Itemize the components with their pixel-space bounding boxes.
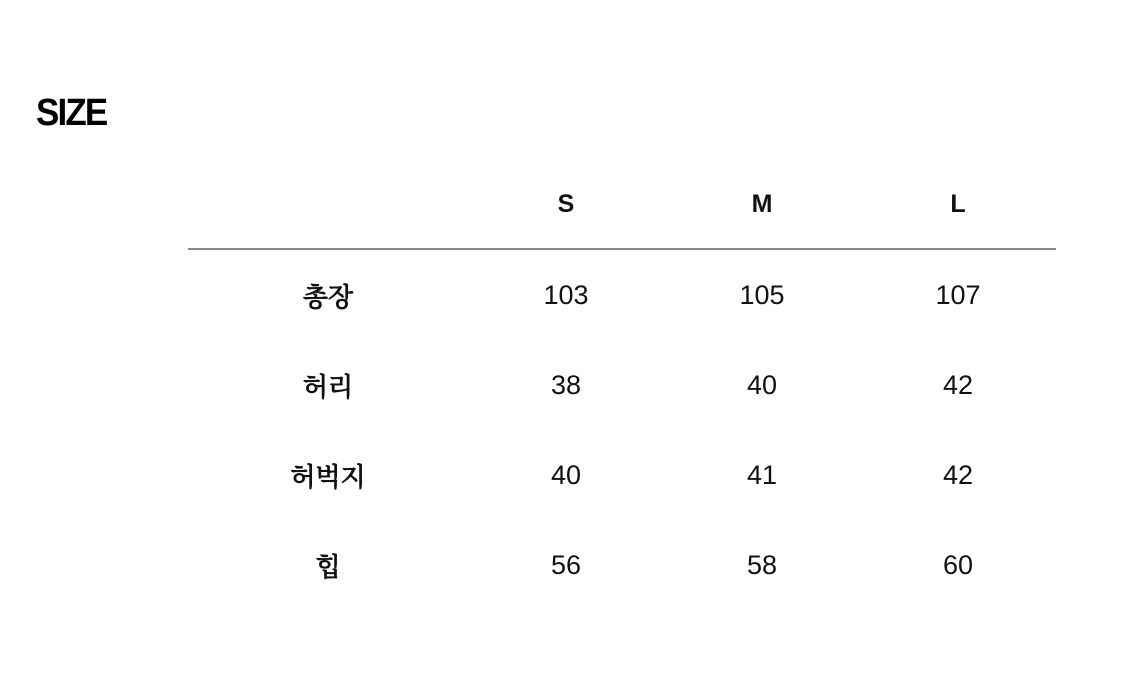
table-body [188, 249, 1056, 610]
column-header-m: M [664, 160, 860, 249]
table-header [188, 160, 1056, 249]
cell-waist-s: 38 [550, 369, 582, 400]
cell-thigh-m: 41 [746, 459, 778, 490]
table-row [188, 520, 1056, 610]
cell-hip-s: 56 [550, 549, 582, 580]
row-label-thigh: 허벅지 [290, 461, 366, 492]
table-row [188, 249, 1056, 340]
cell-hip-l: 60 [942, 549, 974, 580]
row-label-waist: 허리 [302, 371, 354, 402]
cell-thigh-s: 40 [550, 459, 582, 490]
cell-waist-l: 42 [942, 369, 974, 400]
table-row [188, 430, 1056, 520]
column-header-label [188, 160, 468, 249]
cell-waist-m: 40 [746, 369, 778, 400]
row-label-total-length: 총장 [302, 281, 354, 312]
column-header-l: L [860, 160, 1056, 249]
table-header-row [188, 160, 1056, 249]
size-table [188, 160, 1056, 610]
cell-total-length-s: 103 [543, 279, 589, 310]
row-label-hip: 힙 [315, 551, 341, 582]
cell-thigh-l: 42 [942, 459, 974, 490]
cell-total-length-m: 105 [739, 279, 785, 310]
page-title: SIZE [36, 92, 107, 134]
cell-total-length-l: 107 [935, 279, 981, 310]
table-row [188, 340, 1056, 430]
column-header-s: S [468, 160, 664, 249]
cell-hip-m: 58 [746, 549, 778, 580]
